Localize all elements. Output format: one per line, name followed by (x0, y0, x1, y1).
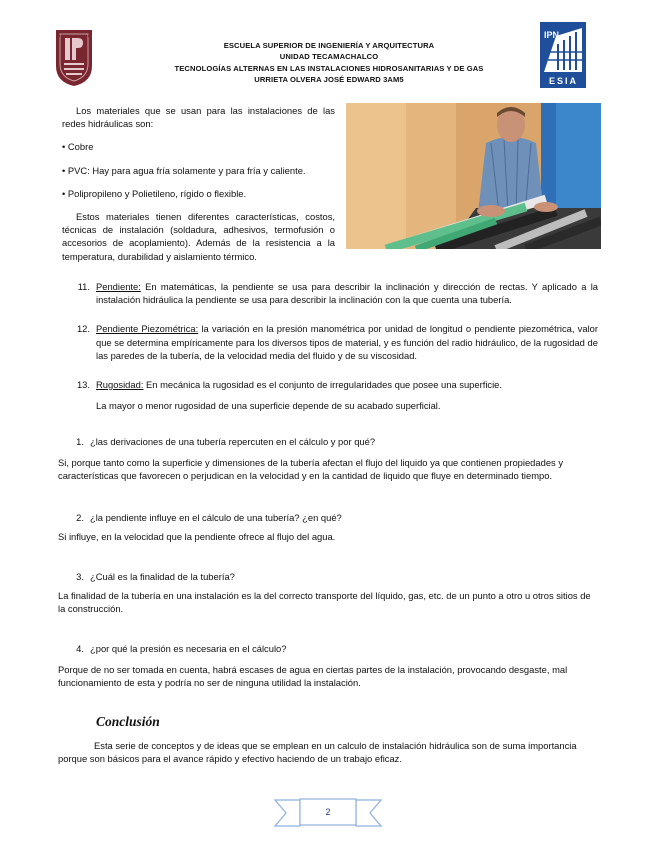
question-4 (58, 642, 598, 690)
bullet-item: • PVC: Hay para agua fría solamente y para fría y caliente. (62, 164, 306, 176)
question-3 (58, 570, 598, 616)
definition-term: Pendiente Piezométrica: (96, 323, 199, 335)
question-number: 1. (76, 436, 84, 447)
question-1 (58, 435, 598, 483)
bullet-item: • Polipropileno y Polietileno, rígido o flexible. (62, 187, 247, 199)
intro-section (62, 104, 335, 263)
header-school: ESCUELA SUPERIOR DE INGENIERÍA Y ARQUITECTURA (223, 41, 435, 50)
definitions-list (70, 280, 598, 412)
answer-text: Porque de no ser tomada en cuenta, habrá escases de agua en ciertas partes de la instalación, provocando desgaste, mal funcionamiento de esta y podría no ser de ninguna utilidad la instalación. (58, 664, 568, 689)
question-number: 4. (76, 643, 84, 654)
page-number: 2 (325, 807, 331, 817)
definition-text: En mecánica la rugosidad es el conjunto de irregularidades que posee una superficie. (143, 379, 502, 391)
header-student: URRIETA OLVERA JOSÉ EDWARD 3AM5 (254, 75, 404, 85)
header-unit: UNIDAD TECAMACHALCO (279, 52, 379, 62)
answer-text: Si influye, en la velocidad que la pendiente ofrece al flujo del agua. (58, 531, 336, 543)
esia-logo-ipn-text: IPN (544, 30, 560, 40)
conclusion-section (58, 739, 598, 765)
definition-text: la variación en la presión manométrica por unidad de longitud o pendiente piezométrica, valor que se determina empíricamente para los diversos tipos de material, y es función del radio hidráulico, de la rugosidad de las paredes de la tubería, de la velocidad media del fluido y de su viscosidad. (96, 323, 598, 361)
definition-item (70, 280, 598, 306)
ipn-logo (52, 26, 96, 88)
definition-text: En matemáticas, la pendiente se usa para describir la inclinación y dirección de rectas. Y aplicado a la instalación hidráulica la pendiente se usa para describir la inclinación con la que cuenta una tubería. (96, 281, 598, 306)
document-header (150, 40, 508, 86)
definition-item (70, 378, 598, 391)
question-text: ¿Cuál es la finalidad de la tubería? (90, 571, 235, 582)
definition-term: Pendiente: (96, 281, 141, 292)
esia-logo (540, 22, 586, 88)
header-course: TECNOLOGÍAS ALTERNAS EN LAS INSTALACIONES HIDROSANITARIAS Y DE GAS (174, 63, 484, 73)
answer-text: Si, porque tanto como la superficie y dimensiones de la tubería afectan el flujo del liquido ya que contienen propiedades y características que favorecen o perjudican en la velocidad y en la cantidad de liquido que fluye en determinado tiempo. (58, 457, 564, 482)
question-number: 3. (76, 571, 84, 582)
question-2 (58, 511, 598, 543)
definition-item (70, 322, 598, 362)
conclusion-heading: Conclusión (96, 714, 160, 729)
definition-number: 11. (77, 281, 90, 292)
question-text: ¿la pendiente influye en el cálculo de una tubería? ¿en qué? (90, 512, 342, 523)
conclusion-text: Esta serie de conceptos y de ideas que se emplean en un calculo de instalación hidráulica son de suma importancia porque son básicos para el avance rápido y efectivo haciendo de un trabajo eficaz. (58, 740, 577, 765)
pipes-photo (346, 103, 601, 249)
definition-term: Rugosidad: (96, 379, 144, 391)
bullet-item: • Cobre (62, 141, 94, 153)
page-number-ribbon (274, 798, 382, 828)
definition-number: 12. (76, 323, 90, 335)
question-text: ¿por qué la presión es necesaria en el cálculo? (90, 643, 287, 654)
definition-extra: La mayor o menor rugosidad de una superficie depende de su acabado superficial. (96, 400, 441, 412)
intro-paragraph: Los materiales que se usan para las instalaciones de las redes hidráulicas son: (62, 105, 335, 130)
question-text: ¿las derivaciones de una tubería repercuten en el cálculo y por qué? (90, 436, 376, 447)
esia-logo-text: ESIA (549, 76, 579, 86)
definition-number: 13. (76, 379, 90, 391)
question-number: 2. (76, 512, 84, 523)
intro-paragraph-2: Estos materiales tienen diferentes características, costos, técnicas de instalación (soldadura, adhesivos, termofusión o accesorios de acoplamiento). Además de la resistencia a la temperatura, durabilidad y aislamiento térmico. (62, 211, 335, 262)
answer-text: La finalidad de la tubería en una instalación es la del correcto transporte del líquido, gas, etc. de un punto a otro u otros sitios de la construcción. (58, 590, 591, 615)
